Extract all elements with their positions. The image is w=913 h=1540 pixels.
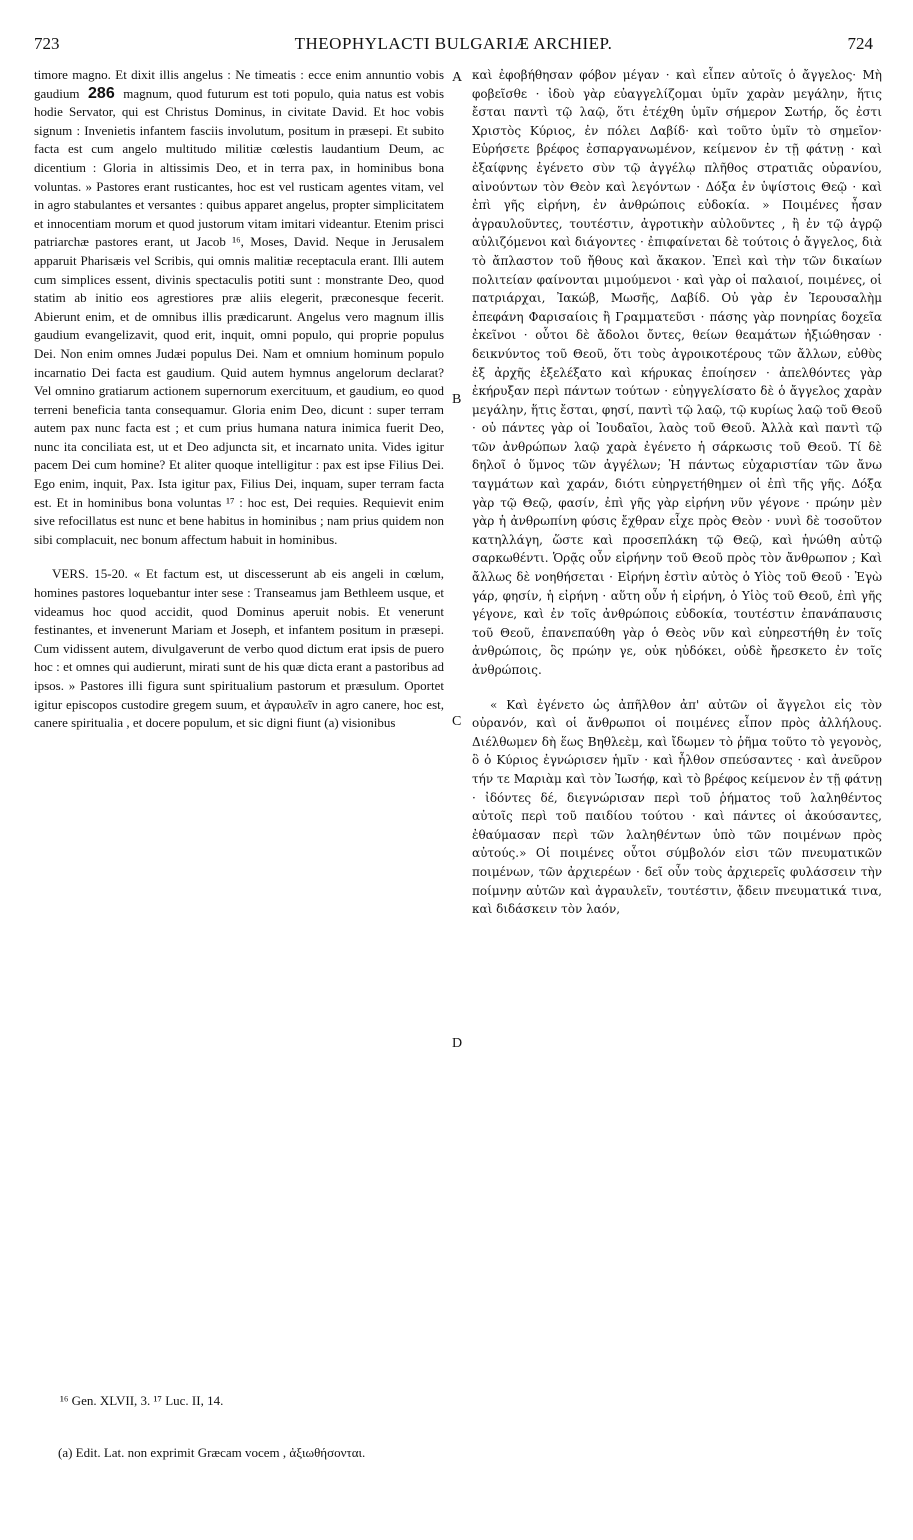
margin-letter-d: D — [452, 1036, 463, 1051]
verse-label: VERS. 15-20. — [52, 566, 128, 582]
latin-text-part-a: timore magno. Et dixit illis angelus : Ne timeatis : ecce enim annuntio vobis gaudium — [34, 67, 444, 101]
margin-letter-a: A — [452, 70, 463, 85]
greek-paragraph-1: καὶ ἐφοβήθησαν φόβον μέγαν · καὶ εἶπεν αὐτοῖς ὁ ἄγγελος· Μὴ φοβεῖσθε · ἰδοὺ γὰρ εὐαγγελίζομαι ὑμῖν χαρὰν μεγάλην, ἥτις ἔσται παντὶ τῷ λαῷ, ὅτι ἐτέχθη ὑμῖν σήμερον Σωτήρ, ὅς ἐστι Χριστὸς Κύριος, ἐν πόλει Δαβίδ· καὶ τοῦτο ὑμῖν τὸ σημεῖον· Εὑρήσετε βρέφος ἐσπαργανωμένον, κείμενον ἐν τῇ φάτνῃ · καὶ ἐξαίφνης ἐγένετο σὺν τῷ ἀγγέλῳ πλῆθος στρατιᾶς οὐρανίου, αἰνούντων τὸν Θεὸν καὶ λεγόντων · Δόξα ἐν ὑψίστοις Θεῷ · καὶ ἐπὶ γῆς εἰρήνη, ἐν ἀνθρώποις εὐδοκία. » Ποιμένες ἦσαν ἀγραυλοῦντες, τουτέστιν, ἀγροτικὴν αὐλοῦντες , ἢ ἐν τῷ ἀγρῷ αὐλιζόμενοι καὶ διάγοντες · ἐπιφαίνεται δὲ τούτοις ὁ ἄγγελος, διὰ τὸ ἄπλαστον τοῦ ἤθους καὶ ἄκακον. Ἐπεὶ καὶ τὴν τῶν δικαίων πολιτείαν φαίνονται μιμούμενοι · καὶ γὰρ οἱ παλαιοί, ποιμένες, οἱ πατριάρχαι, Ἰακώβ, Μωσῆς, Δαβίδ. Οὐ γὰρ ἐν Ἱερουσαλὴμ ἐπεφάνη Φαρισαίοις ἢ Γραμματεῦσι · πάσης γὰρ πονηρίας δοχεῖα ἐκεῖνοι · οὗτοι δὲ ἄδολοι ὄντες, θείων θεαμάτων ἠξιώθησαν · δεικνύντος τοῦ Θεοῦ, ὅτι τοὺς ἀγροικοτέρους τῶν ἄλλων, εὐθὺς ἐξ ἀρχῆς ἐξελέξατο καὶ κήρυκας ἐποίησεν · ἀπελθόντες γὰρ ἐκήρυξαν περὶ πάντων τούτων · εὐηγγελίσατο δὲ ὁ ἄγγελος χαρὰν μεγάλην, ἥτις ἔσται, φησί, παντὶ τῷ λαῷ, τῷ κυρίως λαῷ τοῦ Θεοῦ · οὐ πάντες γὰρ οἱ Ἰουδαῖοι, λαὸς τοῦ Θεοῦ. Ἀλλὰ καὶ παντὶ τῷ τῶν ἀνθρώπων λαῷ χαρὰ ἐγένετο ἡ σάρκωσις τοῦ Θεοῦ. Τί δὲ δηλοῖ ὁ ὕμνος τῶν ἀγγέλων; Ἡ πάντως εὐχαριστίαν τῶν ἄνω ταγμάτων καὶ χαράν, διότι εὐηργετήθημεν οἱ ἐπὶ τῆς γῆς. Δόξα γὰρ τῷ Θεῷ, φασίν, ἐπὶ γῆς γὰρ εἰρήνη νῦν γέγονε · πρώην μὲν γὰρ ἡ ἀνθρωπίνη φύσις ἔχθραν εἶχε πρὸς Θεὸν · νυνὶ δὲ τοσοῦτον κατηλλάγη, ὥστε καὶ προσεπλάκη τῷ Θεῷ, καὶ ἡνώθη αὐτῷ σαρκωθέντι. Ὁρᾷς οὖν εἰρήνην τοῦ Θεοῦ πρὸς τὸν ἄνθρωπον ; Καὶ ἄλλως δὲ νοηθήσεται · Εἰρήνη ἐστὶν αὐτὸς ὁ Υἱὸς τοῦ Θεοῦ · Ἐγὼ γάρ, φησίν, ἡ εἰρήνη · αὕτη οὖν ἡ εἰρήνη, ὁ Υἱὸς τοῦ Θεοῦ, ἐπὶ γῆς γέγονε, καὶ ἐν τοῖς ἀνθρώποις εὐδοκία, τουτέστιν ἐπανάπαυσις τοῦ Θεοῦ, ἐπανεπαύθη γὰρ ὁ Θεὸς νῦν καὶ εὐηρεστήθη ἐν τοῖς ἀνθρώποις, ὃς πρώην γε, οὐκ ηὐδόκει, οὐδὲ ἤρεσκετο ἐν τοῖς ἀνθρώποις. — [472, 68, 882, 677]
margin-letter-c: C — [452, 714, 462, 729]
editorial-footnote: (a) Edit. Lat. non exprimit Græcam vocem , ἀξιωθήσονται. — [58, 1445, 366, 1460]
latin-paragraph-1 — [34, 66, 444, 549]
margin-letter-b: B — [452, 392, 462, 407]
column-number: 286 — [88, 84, 115, 102]
latin-paragraph-2 — [34, 565, 444, 732]
running-title: THEOPHYLACTI BULGARIÆ ARCHIEP. — [294, 34, 613, 53]
latin-text-verses: « Et factum est, ut discesserunt ab eis angeli in cœlum, homines pastores loquebantur inter sese : Transeamus jam Bethleem usque, et videamus hoc quod accidit, quod Dominus aperuit nobis. Et venerunt festinantes, et invenerunt Mariam et Joseph, et infantem positum in præsepi. Cum vidissent autem, divulgaverunt de verbo quod dictum erat ipsis de puero hoc : et omnes qui audierunt, mirati sunt de his quæ dicta erant a pastoribus ad ipsos. » Pastores illi figura sunt spiritualium pastorum et præsulum. Oportet igitur episcopos custodire gregem suum, et ἀγραυλεῖν in agro canere, hoc est, canere spiritualia , et docere populum, et sic digni fiunt (a) visionibus — [34, 566, 444, 731]
footnote-references: ¹⁶ Gen. XLVII, 3. ¹⁷ Luc. II, 14. — [60, 1393, 224, 1408]
latin-text-part-b: magnum, quod futurum est toti populo, quia natus est vobis hodie Servator, qui est Christus Dominus, in civitate David. Et hoc vobis signum : Invenietis infantem fasciis involutum, positum in præsepi. Et subito facta est cum angelo multitudo militiæ cœlestis laudantium Deum, ac dicentium : Gloria in altissimis Deo, et in terra pax, in hominibus bona voluntas. » Pastores erant rusticantes, hoc est vel rusticam agentes vitam, vel in agro stabulantes et versantes : quibus apparet angelus, propter simplicitatem et innocentiam morum et quod justorum vitam imitari videantur. Etenim prisci patriarchæ pastores erant, ut Jacob ¹⁶, Moses, David. Neque in Jerusalem apparuit Pharisæis vel Scribis, qui omnis malitiæ receptacula erant. Illi autem cum simplices essent, divinis spectaculis potiti sunt : monstrante Deo, quod statim ab initio eos agrestiores præ aliis elegerit, præconesque fecerit. Abierunt enim, et de omnibus illis prædicarunt. Angelus vero magnum illis gaudium evangelizavit, quod erit, inquit, omni populo, qui proprie populus Dei. Non enim omnes Judæi populus Dei. Nam et omnium hominum populo incarnatio Dei facta est gaudium. Quid autem hymnus angelorum declarat? Vel omnino gratiarum actionem supernorum exercituum, et gaudium, eo quod terreni beneficia tanta consequamur. Gloria enim Deo, dicunt : super terram autem pax nunc facta est ; et cum prius humana natura inimica fuerit Deo, nunc ita conciliata est, ut et Deo adjuncta sit, et incarnato unita. Vides igitur pacem Dei cum homine? Et aliter quoque intelligitur : pax est ipse Filius Dei. Ego enim, inquit, Pax. Ista igitur pax, Filius Dei, inquam, super terram facta est. Et in hominibus bona voluntas ¹⁷ : hoc est, Dei requies. Requievit enim sive refocillatus est nunc et bene habitus in hominibus ; nam prius quidem non sibi complacuit, nec bonum affectum habuit in hominibus. — [34, 85, 445, 547]
greek-paragraph-2: « Καὶ ἐγένετο ὡς ἀπῆλθον ἀπ' αὐτῶν οἱ ἄγγελοι εἰς τὸν οὐρανόν, καὶ οἱ ἄνθρωποι οἱ ποιμένες εἶπον πρὸς ἀλλήλους. Διέλθωμεν δὴ ἕως Βηθλεὲμ, καὶ ἴδωμεν τὸ ῥῆμα τοῦτο τὸ γεγονὸς, ὃ ὁ Κύριος ἐγνώρισεν ἡμῖν · καὶ ἦλθον σπεύσαντες · καὶ ἀνεῦρον τήν τε Μαριὰμ καὶ τὸν Ἰωσήφ, καὶ τὸ βρέφος κείμενον ἐν τῇ φάτνῃ · ἰδόντες δέ, διεγνώρισαν περὶ τοῦ ῥήματος τοῦ λαληθέντος αὐτοῖς περὶ τοῦ παιδίου τούτου · καὶ πάντες οἱ ἀκούσαντες, ἐθαύμασαν περὶ τῶν λαληθέντων ὑπὸ τῶν ποιμένων πρὸς αὐτούς.» Οἱ ποιμένες οὗτοι σύμβολόν εἰσι τῶν πνευματικῶν ποιμένων, τῶν ἀρχιερέων · δεῖ οὖν τοὺς ἀρχιερεῖς φυλάσσειν τὴν ποίμνην αὐτῶν καὶ ἀγραυλεῖν, τουτέστιν, ᾄδειν πνευματικά τινα, καὶ διδάσκειν τὸν λαόν, — [472, 697, 882, 917]
page-number-left: 723 — [34, 34, 60, 53]
latin-column — [34, 66, 444, 733]
greek-column — [472, 66, 882, 919]
page-number-right: 724 — [847, 34, 873, 53]
page-header — [34, 34, 873, 58]
